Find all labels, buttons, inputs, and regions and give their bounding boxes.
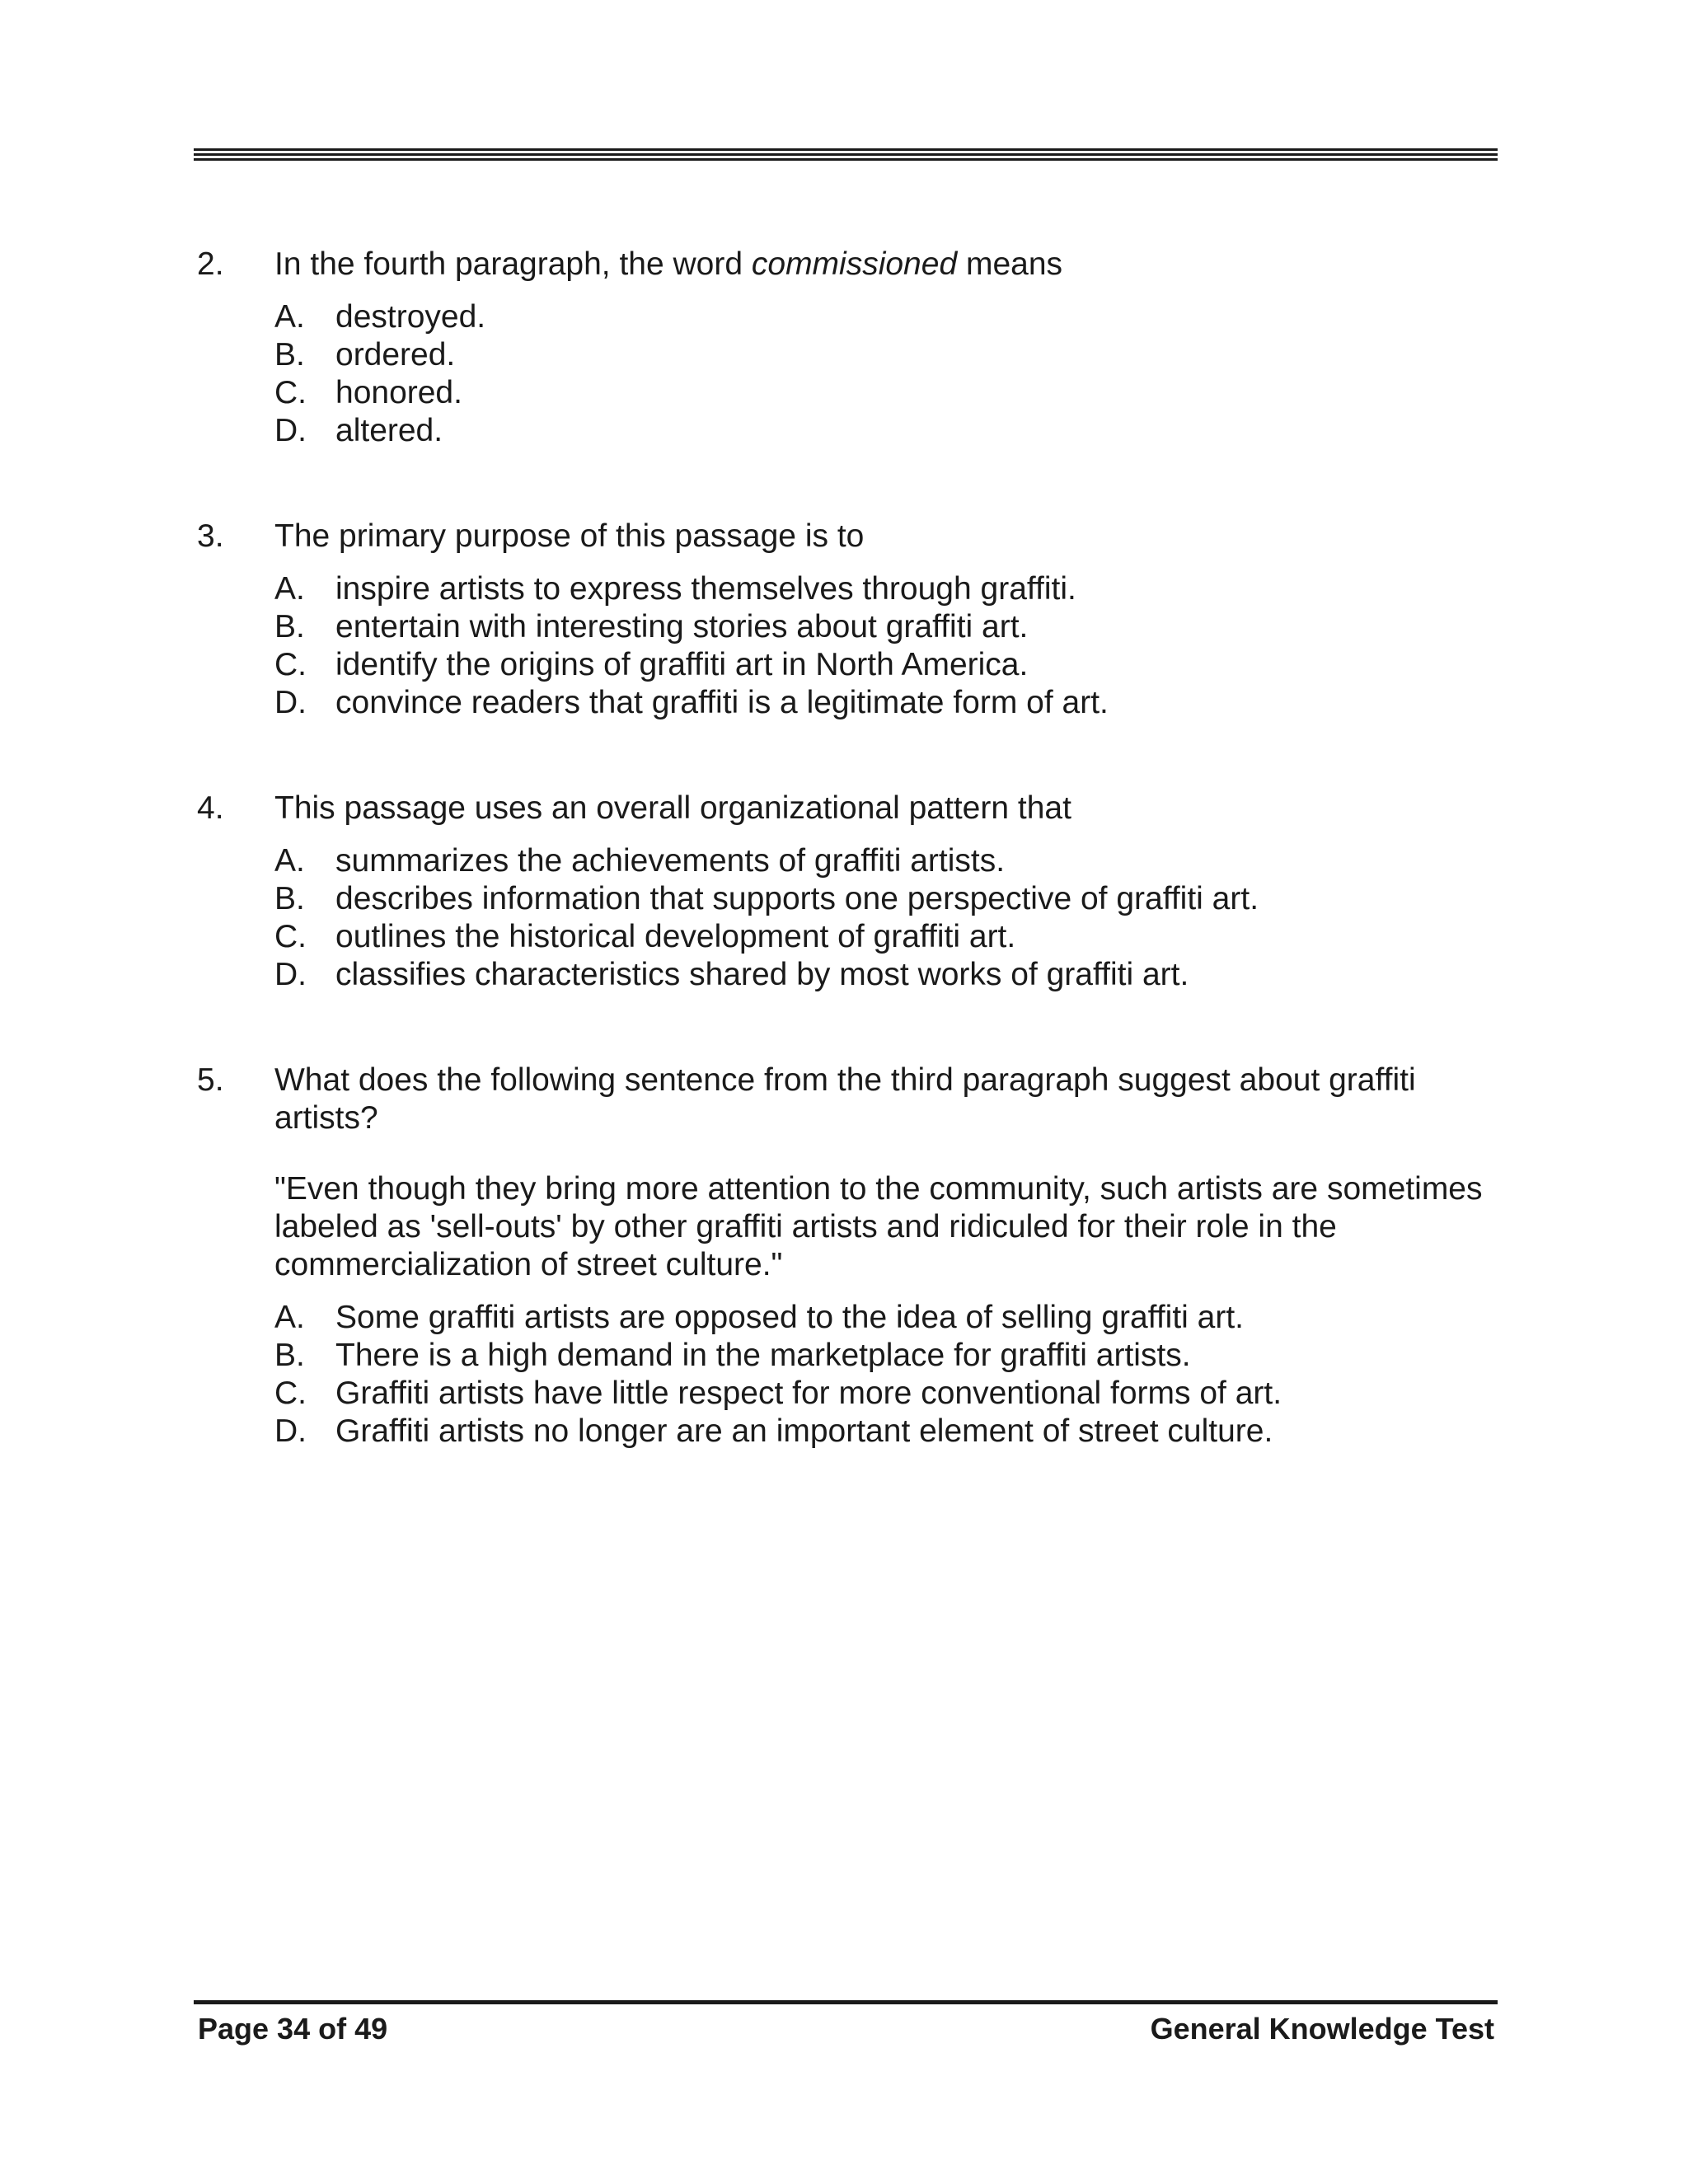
option-text: identify the origins of graffiti art in North America. — [335, 647, 1029, 682]
answer-option[interactable] — [274, 374, 1504, 412]
option-letter: B. — [274, 337, 305, 373]
answer-option[interactable] — [274, 336, 1504, 374]
option-text: ordered. — [335, 337, 456, 373]
question-5 — [194, 1062, 1504, 1451]
question-stem — [194, 790, 1504, 827]
option-letter: A. — [274, 843, 305, 879]
question-text: What does the following sentence from the third paragraph suggest about graffiti artists? — [274, 1062, 1416, 1136]
answer-option[interactable] — [274, 684, 1504, 722]
answer-options — [194, 570, 1504, 722]
question-stem — [194, 1062, 1504, 1137]
question-number: 5. — [197, 1062, 224, 1098]
answer-options — [194, 842, 1504, 994]
option-text: entertain with interesting stories about graffiti art. — [335, 609, 1029, 644]
answer-options — [194, 298, 1504, 450]
question-3 — [194, 518, 1504, 722]
option-text: classifies characteristics shared by most works of graffiti art. — [335, 957, 1189, 992]
option-letter: A. — [274, 299, 305, 335]
option-letter: D. — [274, 413, 307, 448]
answer-option[interactable] — [274, 412, 1504, 450]
page-number: Page 34 of 49 — [198, 2012, 388, 2046]
option-text: Some graffiti artists are opposed to the idea of selling graffiti art. — [335, 1300, 1244, 1335]
option-text: honored. — [335, 375, 462, 410]
question-stem — [194, 518, 1504, 555]
option-text: Graffiti artists have little respect for more conventional forms of art. — [335, 1376, 1282, 1411]
option-text: altered. — [335, 413, 443, 448]
question-4 — [194, 790, 1504, 994]
option-text: There is a high demand in the marketplace for graffiti artists. — [335, 1338, 1191, 1373]
option-letter: C. — [274, 647, 307, 682]
option-letter: A. — [274, 1300, 305, 1335]
footer-rule — [194, 2000, 1498, 2004]
option-letter: B. — [274, 609, 305, 644]
answer-option[interactable] — [274, 608, 1504, 646]
answer-option[interactable] — [274, 842, 1504, 880]
header-rule — [194, 148, 1498, 163]
header-rule-line — [194, 158, 1498, 161]
answer-option[interactable] — [274, 918, 1504, 956]
option-text: destroyed. — [335, 299, 486, 335]
answer-option[interactable] — [274, 570, 1504, 608]
answer-option[interactable] — [274, 1413, 1504, 1451]
option-text: describes information that supports one perspective of graffiti art. — [335, 881, 1259, 916]
option-letter: A. — [274, 571, 305, 607]
header-rule-line — [194, 148, 1498, 151]
answer-option[interactable] — [274, 956, 1504, 994]
question-number: 4. — [197, 790, 224, 826]
option-letter: C. — [274, 919, 307, 954]
question-stem — [194, 246, 1504, 284]
question-text: In the fourth paragraph, the word commissioned means — [274, 246, 1063, 282]
answer-option[interactable] — [274, 1299, 1504, 1337]
answer-option[interactable] — [274, 1375, 1504, 1413]
option-letter: B. — [274, 1338, 305, 1373]
question-2 — [194, 246, 1504, 450]
question-text: This passage uses an overall organizational pattern that — [274, 790, 1071, 826]
option-letter: D. — [274, 957, 307, 992]
question-number: 3. — [197, 518, 224, 554]
option-letter: C. — [274, 1376, 307, 1411]
answer-options — [194, 1299, 1504, 1451]
test-name: General Knowledge Test — [1150, 2012, 1494, 2046]
option-letter: D. — [274, 1413, 307, 1449]
option-text: summarizes the achievements of graffiti artists. — [335, 843, 1006, 879]
answer-option[interactable] — [274, 646, 1504, 684]
answer-option[interactable] — [274, 298, 1504, 336]
quoted-sentence: "Even though they bring more attention to the community, such artists are sometimes labeled as 'sell-outs' by other graffiti artists and ridiculed for their role in the commercialization of street culture." — [274, 1171, 1483, 1282]
header-rule-line — [194, 153, 1498, 156]
answer-option[interactable] — [274, 1337, 1504, 1375]
option-text: inspire artists to express themselves through graffiti. — [335, 571, 1076, 607]
question-number: 2. — [197, 246, 224, 282]
option-text: outlines the historical development of graffiti art. — [335, 919, 1016, 954]
option-letter: D. — [274, 685, 307, 720]
question-text: The primary purpose of this passage is to — [274, 518, 865, 554]
option-text: Graffiti artists no longer are an important element of street culture. — [335, 1413, 1273, 1449]
option-text: convince readers that graffiti is a legitimate form of art. — [335, 685, 1109, 720]
answer-option[interactable] — [274, 880, 1504, 918]
option-letter: C. — [274, 375, 307, 410]
emphasized-word: commissioned — [751, 246, 958, 282]
option-letter: B. — [274, 881, 305, 916]
